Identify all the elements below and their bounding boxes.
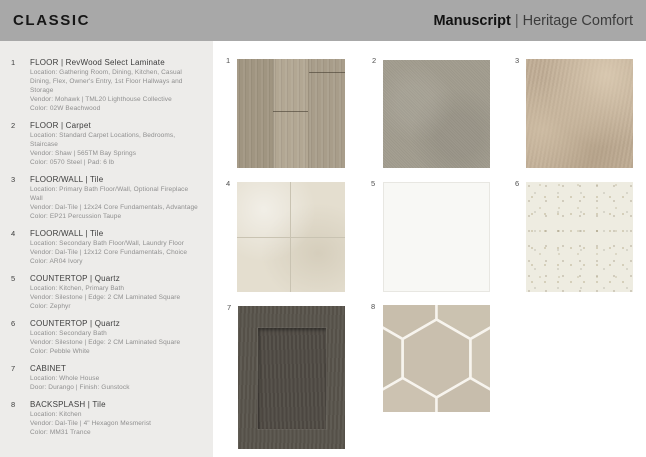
spec-title: FLOOR | Carpet xyxy=(30,121,91,130)
swatch-carpet-steel xyxy=(383,60,490,168)
swatch-tile-percussion-taupe xyxy=(526,59,633,168)
swatch-cabinet-door-gunstock xyxy=(238,306,345,449)
swatch-hexagon-tile-trance xyxy=(383,305,490,412)
spec-door-finish: Door: Durango | Finish: Gunstock xyxy=(30,384,130,391)
spec-color: Color: AR04 Ivory xyxy=(30,258,83,265)
spec-vendor: Vendor: Silestone | Edge: 2 CM Laminated Square xyxy=(30,294,181,301)
spec-title: BACKSPLASH | Tile xyxy=(30,400,106,409)
spec-location: Location: Whole House xyxy=(30,375,100,382)
spec-vendor: Vendor: Silestone | Edge: 2 CM Laminated Square xyxy=(30,339,181,346)
title-separator: | xyxy=(514,12,519,29)
hexagon-tile-graphic xyxy=(383,305,490,412)
header-bar xyxy=(0,0,646,41)
spec-item-bath-countertop xyxy=(11,319,201,356)
swatch-board xyxy=(213,41,646,457)
swatch-number-7: 7 xyxy=(227,303,232,312)
spec-location: Location: Kitchen xyxy=(30,411,82,418)
series-title: CLASSIC xyxy=(13,12,91,29)
swatch-laminate-beachwood xyxy=(237,59,345,168)
swatch-tile-ivory xyxy=(237,182,345,292)
swatch-number-4: 4 xyxy=(226,179,231,188)
spec-title: CABINET xyxy=(30,364,67,373)
spec-item-cabinet xyxy=(11,364,201,392)
swatch-number-8: 8 xyxy=(371,302,376,311)
spec-location: Location: Standard Carpet Locations, Bedrooms, Staircase xyxy=(30,132,176,148)
spec-color: Color: 02W Beachwood xyxy=(30,105,101,112)
spec-title: COUNTERTOP | Quartz xyxy=(30,274,120,283)
swatch-number-2: 2 xyxy=(372,56,377,65)
spec-vendor: Vendor: Shaw | 565TM Bay Springs xyxy=(30,150,137,157)
swatch-number-1: 1 xyxy=(226,56,231,65)
spec-color: Color: Pebble White xyxy=(30,348,90,355)
spec-location: Location: Kitchen, Primary Bath xyxy=(30,285,125,292)
spec-vendor: Vendor: Dal-Tile | 4" Hexagon Mesmerist xyxy=(30,420,152,427)
style-name: Heritage Comfort xyxy=(522,12,633,29)
spec-title: COUNTERTOP | Quartz xyxy=(30,319,120,328)
swatch-number-6: 6 xyxy=(515,179,520,188)
spec-location: Location: Primary Bath Floor/Wall, Optional Fireplace Wall xyxy=(30,186,189,202)
spec-number: 3 xyxy=(11,175,16,184)
swatch-quartz-zephyr xyxy=(383,182,490,292)
spec-number: 8 xyxy=(11,400,16,409)
spec-title: FLOOR | RevWood Select Laminate xyxy=(30,58,165,67)
spec-number: 7 xyxy=(11,364,16,373)
cabinet-door-panel xyxy=(258,328,326,429)
collection-name: Manuscript xyxy=(433,12,511,29)
swatch-quartz-pebble-white xyxy=(526,182,633,292)
spec-number: 1 xyxy=(11,58,16,67)
spec-item-primary-bath-tile xyxy=(11,175,201,221)
spec-color: Color: Zephyr xyxy=(30,303,71,310)
plan-title xyxy=(433,13,633,29)
spec-sidebar xyxy=(0,41,213,457)
plank-seam xyxy=(309,72,345,73)
plank-seam xyxy=(273,111,308,112)
spec-vendor: Vendor: Mohawk | TML20 Lighthouse Collective xyxy=(30,96,172,103)
spec-title: FLOOR/WALL | Tile xyxy=(30,229,104,238)
spec-vendor: Vendor: Dal-Tile | 12x12 Core Fundamentals, Choice xyxy=(30,249,188,256)
spec-item-kitchen-countertop xyxy=(11,274,201,311)
spec-location: Location: Secondary Bath xyxy=(30,330,107,337)
spec-location: Location: Gathering Room, Dining, Kitchen, Casual Dining, Flex, Owner's Entry, 1st Floor Hallways and Storage xyxy=(30,69,183,94)
swatch-number-3: 3 xyxy=(515,56,520,65)
spec-location: Location: Secondary Bath Floor/Wall, Laundry Floor xyxy=(30,240,184,247)
spec-number: 5 xyxy=(11,274,16,283)
spec-color: Color: MM31 Trance xyxy=(30,429,91,436)
spec-vendor: Vendor: Dal-Tile | 12x24 Core Fundamentals, Advantage xyxy=(30,204,198,211)
spec-number: 2 xyxy=(11,121,16,130)
spec-color: Color: EP21 Percussion Taupe xyxy=(30,213,122,220)
spec-item-secondary-bath-tile xyxy=(11,229,201,266)
spec-number: 4 xyxy=(11,229,16,238)
swatch-number-5: 5 xyxy=(371,179,376,188)
spec-item-floor-carpet xyxy=(11,121,201,167)
spec-color: Color: 0570 Steel | Pad: 6 lb xyxy=(30,159,115,166)
spec-item-floor-laminate xyxy=(11,58,201,113)
spec-number: 6 xyxy=(11,319,16,328)
spec-item-backsplash xyxy=(11,400,201,437)
spec-title: FLOOR/WALL | Tile xyxy=(30,175,104,184)
